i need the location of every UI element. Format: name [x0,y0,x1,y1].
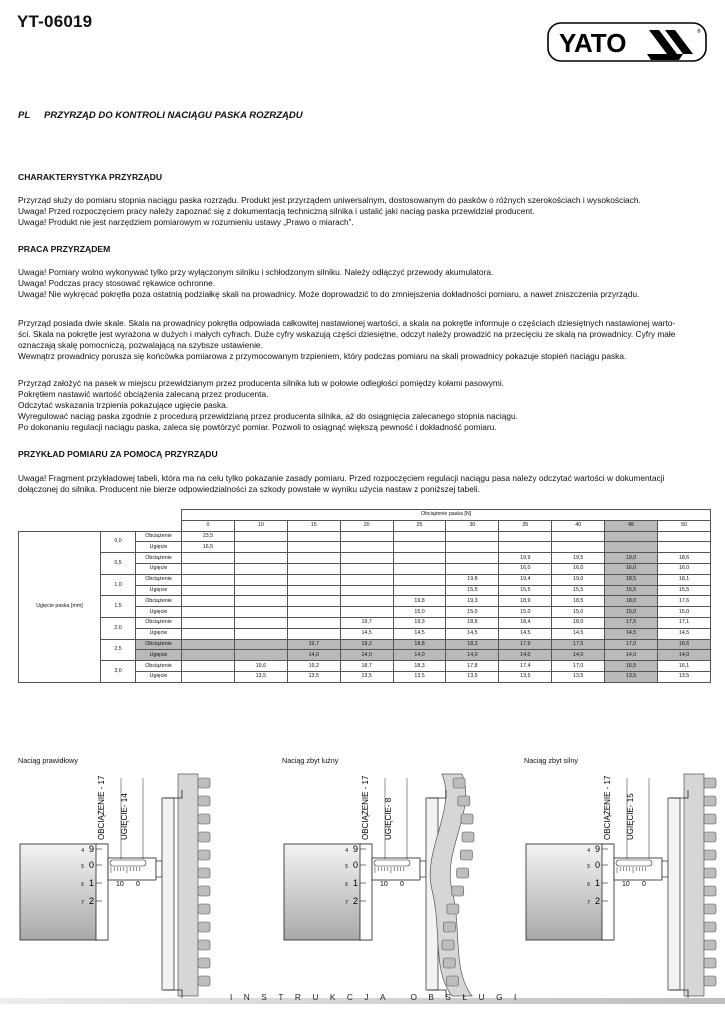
table-cell [340,585,393,596]
table-cell: 14,0 [605,650,658,661]
table-cell [234,542,287,553]
footer-text: INSTRUKCJA OBSŁUGI [230,992,528,1002]
gauge-dial-ring [96,844,108,940]
table-cell: 19,4 [499,574,552,585]
load-value: 25 [393,520,446,531]
logo-wordmark: YATO [559,28,627,58]
heading-characteristics: CHARAKTERYSTYKA PRZYRZĄDU [18,172,163,182]
table-cell: 19,3 [446,596,499,607]
table-cell: 19,0 [605,553,658,564]
table-corner [19,520,182,531]
table-cell [234,574,287,585]
table-cell: 14,5 [393,628,446,639]
heading-work: PRACA PRZYRZĄDEM [18,244,111,254]
scale-ten: 10 [622,881,630,888]
table-cell: 14,0 [552,650,605,661]
table-cell: 17,5 [605,617,658,628]
characteristics-line: Przyrząd służy do pomiaru stopnia naciągu paska rozrządu. Produkt jest przyrządem uniwersalnym, dostosowanym do pasków o różnych szerokościach i wysokościach. [18,195,641,205]
load-label: Obciążenie [136,553,182,564]
deflection-label: Ugięcie [136,650,182,661]
table-cell [393,542,446,553]
table-cell: 14,5 [340,628,393,639]
table-cell: 19,5 [552,553,605,564]
table-cell [234,607,287,618]
work-line: ści. Skala na pokrętle jest wyrażona w dużych i małych cyfrach. Duże cyfry wskazują części dziesiętne, odczyt należy prowadzić na przecięciu ze skalą na prowadnicy. Cyfry małe [18,329,676,339]
tension-table-wrap [18,509,710,683]
dial-small-mark: 7 [587,900,590,906]
table-cell: 19,6 [234,661,287,672]
table-cell: 17,4 [499,661,552,672]
diagram-caption: Naciąg zbyt luźny [282,756,339,765]
deflection-reading-label: UGIĘCIE- 8 [384,797,393,840]
table-cell: 13,5 [499,671,552,682]
deflection-group: 2,0 [101,617,136,639]
table-cell [393,553,446,564]
load-value: 35 [499,520,552,531]
scale-zero: 0 [136,881,140,888]
timing-belt [178,774,210,996]
table-row [19,553,711,564]
work-line: Uwaga! Nie wykręcać pokrętła poza ostatnią podziałkę skali na prowadnicy. Może doprowadzić to do zmniejszenia dokładności pomiaru, a nawet zniszczenia przyrządu. [18,289,640,299]
work-line: Uwaga! Pomiary wolno wykonywać tylko przy wyłączonym silniku i schłodzonym silniku. Należy odłączyć przewody akumulatora. [18,267,494,277]
table-cell: 18,0 [605,596,658,607]
characteristics-line: Uwaga! Produkt nie jest narzędziem pomiarowym w rozumieniu ustawy „Prawo o miarach”. [18,217,354,227]
table-cell [182,607,235,618]
dial-mark: 2 [352,896,358,906]
tension-gauge-diagram [18,770,218,1000]
table-cell [340,563,393,574]
table-cell: 19,8 [446,574,499,585]
table-cell: 16,5 [605,661,658,672]
product-name: PRZYRZĄD DO KONTROLI NACIĄGU PASKA ROZRZĄDU [44,110,303,121]
load-value: 45 [605,520,658,531]
table-cell [287,531,340,542]
table-cell: 14,0 [287,650,340,661]
deflection-group: 2,5 [101,639,136,661]
load-value: 50 [658,520,711,531]
table-cell [182,553,235,564]
table-cell: 15,5 [605,585,658,596]
table-cell [446,563,499,574]
dial-small-mark: 7 [81,900,84,906]
table-cell: 18,3 [393,661,446,672]
table-cell [340,596,393,607]
table-cell: 18,5 [605,574,658,585]
gauge-knob [284,844,370,940]
load-label: Obciążenie [136,617,182,628]
deflection-group: 1,5 [101,596,136,618]
table-cell: 17,9 [499,639,552,650]
table-row [19,661,711,672]
dial-small-mark: 6 [345,882,348,888]
dial-small-mark: 4 [587,848,590,854]
table-cell: 16,1 [658,661,711,672]
table-cell: 16,5 [182,542,235,553]
table-cell: 16,0 [658,563,711,574]
example-line: dołączonej do silnika. Producent nie bierze odpowiedzialności za szkody powstałe w wyniku użycia nastaw z poniższej tabeli. [18,484,480,494]
load-setting-label: OBCIĄŻENIE - 17 [361,775,370,840]
table-cell: 13,5 [658,671,711,682]
table-cell: 19,3 [393,617,446,628]
table-cell: 15,0 [499,607,552,618]
gauge-plunger [662,861,668,877]
table-cell: 18,8 [393,639,446,650]
table-cell: 15,0 [446,607,499,618]
dial-small-mark: 5 [81,864,84,870]
table-cell [340,553,393,564]
characteristics-line: Uwaga! Przed rozpoczęciem pracy należy zapoznać się z dokumentacją techniczną silnika i ustalić jaki naciąg paska przewidział producent. [18,206,535,216]
table-row [19,531,711,542]
gauge-knob [20,844,106,940]
example-line: Uwaga! Fragment przykładowej tabeli, która ma na celu tylko pokazanie zasady pomiaru. Przed rozpoczęciem regulacji naciągu pasa należy odczytać wartości w dokumentacji [18,473,665,483]
load-header: Obciążenie paska [N] [182,510,711,521]
gauge-dial-ring [360,844,372,940]
work-line: Po dokonaniu regulacji naciągu paska, zaleca się powtórzyć pomiar. Pozwoli to osiągnąć większą pewność i dokładność pomiaru. [18,422,497,432]
table-cell: 14,0 [393,650,446,661]
table-cell: 16,0 [552,563,605,574]
gauge-plunger [420,861,426,877]
table-cell: 19,2 [340,639,393,650]
dial-mark: 9 [352,844,358,854]
example-text [18,473,710,495]
table-cell: 16,6 [658,639,711,650]
table-header-row [19,520,711,531]
deflection-group: 1,0 [101,574,136,596]
table-cell [182,596,235,607]
table-cell: 13,5 [446,671,499,682]
table-cell [234,639,287,650]
table-cell [287,607,340,618]
table-cell [287,553,340,564]
table-cell [234,563,287,574]
table-cell [605,531,658,542]
table-cell: 19,8 [393,596,446,607]
table-cell: 17,0 [605,639,658,650]
deflection-group: 0,5 [101,553,136,575]
table-cell: 17,5 [552,639,605,650]
load-value: 20 [340,520,393,531]
work-line: Odczytać wskazania trzpienia pokazujące ugięcie paska. [18,400,229,410]
deflection-group: 3,0 [101,661,136,683]
table-cell [182,639,235,650]
table-cell [393,563,446,574]
table-cell: 17,6 [658,596,711,607]
table-cell [287,628,340,639]
table-cell: 18,9 [499,596,552,607]
deflection-reading-label: UGIĘCIE- 15 [626,793,635,840]
yato-logo [547,22,707,62]
table-cell [182,574,235,585]
table-cell: 18,0 [552,617,605,628]
table-cell [340,531,393,542]
gauge-frame [668,798,680,990]
gauge-frame [162,798,174,990]
table-cell [287,563,340,574]
deflection-label: Ugięcie [136,607,182,618]
table-cell [658,531,711,542]
table-cell [499,531,552,542]
deflection-label: Ugięcie [136,671,182,682]
table-cell [182,650,235,661]
gauge-plunger [156,861,162,877]
load-value: 30 [446,520,499,531]
dial-mark: 1 [594,878,600,888]
table-cell: 13,5 [234,671,287,682]
table-cell [234,531,287,542]
table-cell [182,661,235,672]
table-cell [182,628,235,639]
dial-small-mark: 6 [587,882,590,888]
table-cell: 15,5 [446,585,499,596]
table-cell: 18,7 [340,661,393,672]
load-value: 0 [182,520,235,531]
table-cell: 18,4 [499,617,552,628]
load-value: 10 [234,520,287,531]
table-cell: 18,1 [658,574,711,585]
characteristics-text [18,195,710,228]
table-cell [393,585,446,596]
work-line: Uwaga! Podczas pracy stosować rękawice ochronne. [18,278,216,288]
deflection-label: Ugięcie [136,542,182,553]
table-cell: 14,5 [446,628,499,639]
scale-ten: 10 [116,881,124,888]
table-cell [234,553,287,564]
table-cell: 17,0 [552,661,605,672]
load-label: Obciążenie [136,531,182,542]
table-cell: 19,9 [499,553,552,564]
table-cell: 17,1 [658,617,711,628]
table-cell [340,574,393,585]
table-cell: 14,5 [552,628,605,639]
svg-text:®: ® [697,29,701,35]
work-warnings [18,267,710,300]
table-cell: 16,0 [605,563,658,574]
table-cell: 14,5 [499,628,552,639]
dial-mark: 1 [352,878,358,888]
table-corner [19,510,182,521]
dial-mark: 9 [594,844,600,854]
dial-mark: 2 [88,896,94,906]
work-scales [18,318,710,362]
table-cell: 19,7 [287,639,340,650]
table-cell [552,531,605,542]
table-cell: 13,5 [287,671,340,682]
deflection-label: Ugięcie [136,585,182,596]
table-row [19,639,711,650]
table-cell [287,542,340,553]
dial-mark: 0 [352,860,358,870]
table-cell: 19,2 [287,661,340,672]
table-cell [182,563,235,574]
table-cell [287,617,340,628]
language-code: PL [18,110,31,121]
table-cell: 16,0 [499,563,552,574]
load-label: Obciążenie [136,639,182,650]
gauge-slot [616,860,652,866]
table-cell: 18,8 [446,617,499,628]
table-header-row [19,510,711,521]
work-line: Przyrząd założyć na pasek w miejscu przewidzianym przez producenta silnika lub w połowie odległości pomiędzy kołami pasowymi. [18,378,504,388]
diagram-caption: Naciąg zbyt silny [524,756,578,765]
table-cell [182,585,235,596]
table-cell [340,542,393,553]
dial-mark: 0 [88,860,94,870]
scale-zero: 0 [642,881,646,888]
dial-small-mark: 7 [345,900,348,906]
table-cell [605,542,658,553]
table-cell: 15,0 [552,607,605,618]
table-cell [340,607,393,618]
table-cell: 15,0 [393,607,446,618]
table-cell: 15,5 [499,585,552,596]
load-label: Obciążenie [136,661,182,672]
table-cell: 14,5 [658,628,711,639]
table-cell: 15,5 [552,585,605,596]
table-cell: 19,0 [552,574,605,585]
table-row [19,574,711,585]
table-cell [234,617,287,628]
table-cell [446,542,499,553]
table-cell [393,574,446,585]
dial-mark: 0 [594,860,600,870]
table-cell: 14,0 [499,650,552,661]
gauge-slot [110,860,146,866]
dial-mark: 1 [88,878,94,888]
deflection-row-header: Ugięcie paska [mm] [19,531,101,682]
product-title [18,110,303,121]
work-line: Przyrząd posiada dwie skale. Skala na prowadnicy pokrętła odpowiada całkowitej nastawionej wartości, a skala na pokrętle informuje o częściach dziesiętnych nastawionej warto- [18,318,676,328]
table-cell: 14,0 [658,650,711,661]
tension-gauge-diagram [524,770,724,1000]
table-cell: 23,5 [182,531,235,542]
dial-small-mark: 4 [345,848,348,854]
scale-zero: 0 [400,881,404,888]
work-line: Wyregulować naciąg paska zgodnie z procedurą przewidzianą przez producenta silnika, aż do osiągnięcia zalecanego stopnia naciągu. [18,411,518,421]
deflection-label: Ugięcie [136,563,182,574]
timing-belt [684,774,716,996]
table-cell [499,542,552,553]
dial-mark: 2 [594,896,600,906]
table-cell: 18,3 [446,639,499,650]
load-value: 15 [287,520,340,531]
dial-small-mark: 5 [345,864,348,870]
table-cell: 17,8 [446,661,499,672]
load-label: Obciążenie [136,574,182,585]
scale-ten: 10 [380,881,388,888]
deflection-reading-label: UGIĘCIE- 14 [120,793,129,840]
model-number: YT-06019 [17,12,93,31]
tension-gauge-diagram [282,770,482,1000]
table-cell: 15,0 [605,607,658,618]
table-cell [287,585,340,596]
table-cell: 14,0 [446,650,499,661]
table-cell [234,650,287,661]
table-cell [182,617,235,628]
deflection-group: 0,0 [101,531,136,553]
work-procedure [18,378,710,433]
table-cell [446,531,499,542]
table-cell [393,531,446,542]
table-cell: 13,5 [340,671,393,682]
work-line: Wewnątrz prowadnicy porusza się końcówka pomiarowa z przymocowanym trzpieniem, który podczas pomiaru na skali prowadnicy pokazuje stopień naciągu paska. [18,351,627,361]
load-setting-label: OBCIĄŻENIE - 17 [97,775,106,840]
table-cell [234,585,287,596]
dial-small-mark: 5 [587,864,590,870]
table-cell [234,628,287,639]
dial-mark: 9 [88,844,94,854]
gauge-knob [526,844,612,940]
load-label: Obciążenie [136,596,182,607]
table-cell: 13,5 [605,671,658,682]
table-row [19,617,711,628]
table-cell: 15,5 [658,585,711,596]
diagram-caption: Naciąg prawidłowy [18,756,78,765]
work-line: Pokrętłem nastawić wartość obciążenia zalecaną przez producenta. [18,389,269,399]
dial-small-mark: 6 [81,882,84,888]
dial-small-mark: 4 [81,848,84,854]
table-cell: 18,5 [552,596,605,607]
gauge-dial-ring [602,844,614,940]
table-cell [552,542,605,553]
table-cell: 13,5 [552,671,605,682]
gauge-slot [374,860,410,866]
table-cell: 18,6 [658,553,711,564]
table-cell: 13,5 [393,671,446,682]
table-cell [182,671,235,682]
table-row [19,596,711,607]
table-cell [287,574,340,585]
table-cell: 19,7 [340,617,393,628]
table-cell [446,553,499,564]
table-cell: 14,5 [605,628,658,639]
table-cell: 14,0 [340,650,393,661]
table-cell: 15,0 [658,607,711,618]
deflection-label: Ugięcie [136,628,182,639]
work-line: oznaczają skalę pomocniczą, pozwalającą na szybsze ustawienie. [18,340,263,350]
tension-table [18,509,711,683]
table-cell [287,596,340,607]
load-value: 40 [552,520,605,531]
table-cell [234,596,287,607]
load-setting-label: OBCIĄŻENIE - 17 [603,775,612,840]
table-cell [658,542,711,553]
heading-example: PRZYKŁAD POMIARU ZA POMOCĄ PRZYRZĄDU [18,449,218,459]
